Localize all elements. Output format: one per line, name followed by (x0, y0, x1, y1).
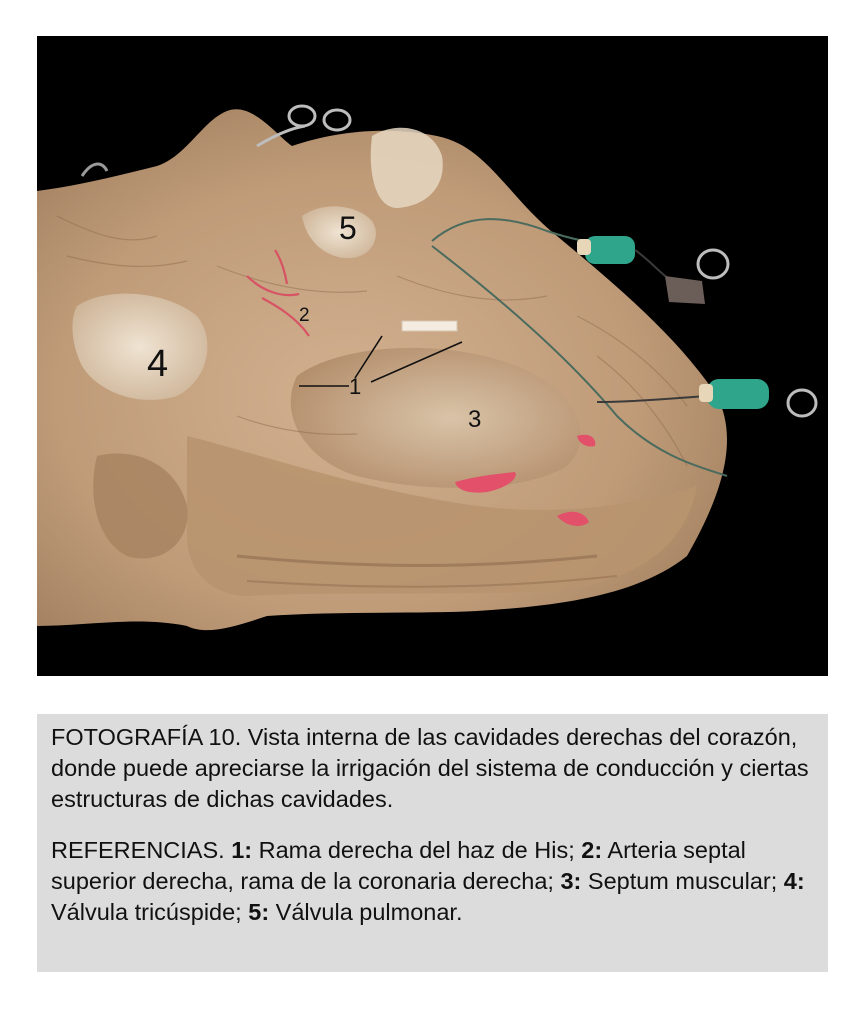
ref-1-text: Rama derecha del haz de His; (252, 837, 582, 863)
scale-bar (402, 321, 457, 331)
heart-specimen-illustration (37, 36, 828, 676)
ref-4-number: 4: (783, 868, 805, 894)
references-prefix: REFERENCIAS. (51, 837, 232, 863)
ref-2-text: Arteria septal superior derecha, rama de la coronaria derecha; (51, 837, 746, 894)
label-3: 3 (468, 406, 482, 433)
label-2: 2 (299, 305, 310, 326)
ref-1-number: 1: (231, 837, 253, 863)
label-1: 1 (349, 374, 362, 399)
ref-4-text: Válvula tricúspide; (51, 899, 249, 925)
caption-box (37, 714, 828, 972)
ring-clip-left (82, 164, 107, 176)
label-4: 4 (147, 343, 169, 385)
ref-3-number: 3: (560, 868, 582, 894)
references-text (51, 835, 814, 928)
ref-5-text: Válvula pulmonar. (269, 899, 463, 925)
anatomy-photo (37, 36, 828, 676)
ref-2-number: 2: (581, 837, 603, 863)
label-5: 5 (339, 210, 357, 246)
figure-caption: FOTOGRAFÍA 10. Vista interna de las cavidades derechas del corazón, donde puede apreciarse la irrigación del sistema de conducción y ciertas estructuras de dichas cavidades. (51, 724, 809, 812)
ref-3-text: Septum muscular; (581, 868, 784, 894)
ref-5-number: 5: (248, 899, 270, 925)
